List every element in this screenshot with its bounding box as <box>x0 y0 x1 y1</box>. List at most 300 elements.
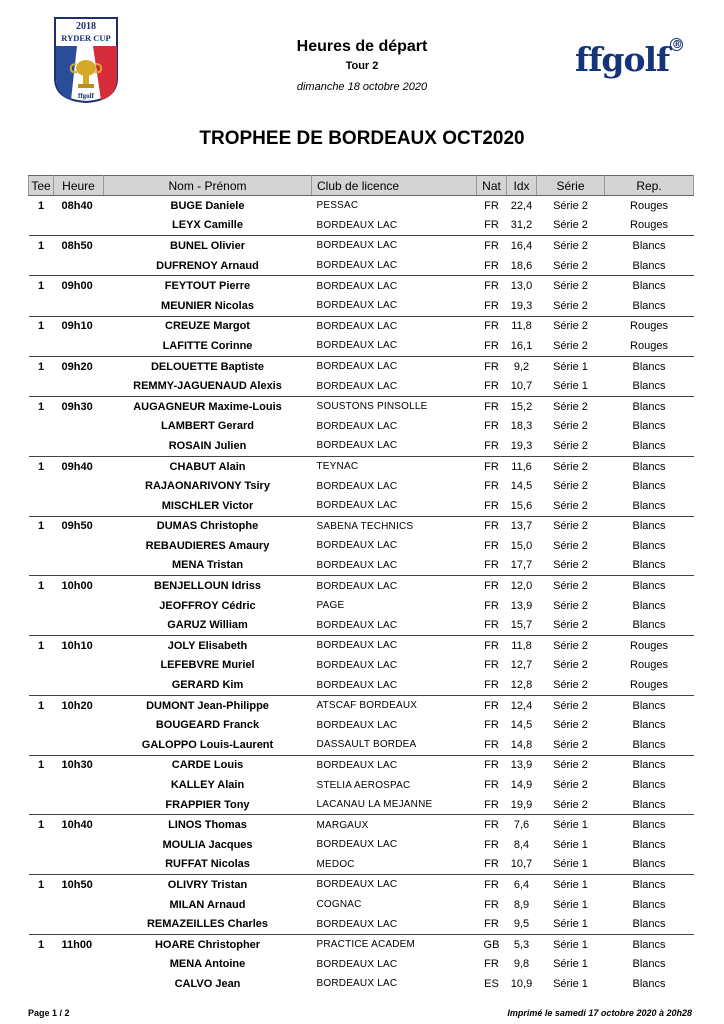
player-name: REMAZEILLES Charles <box>146 918 269 931</box>
tee-marker: Blancs <box>632 499 666 512</box>
player-name: DELOUETTE Baptiste <box>104 356 312 376</box>
tee-cell <box>29 336 54 356</box>
handicap-index: 13,0 <box>507 276 537 296</box>
nationality: FR <box>484 380 499 393</box>
series: Série 1 <box>553 958 588 971</box>
table-row <box>29 934 694 954</box>
time-cell: 10h30 <box>54 755 104 775</box>
col-header-nom: Nom - Prénom <box>104 176 312 196</box>
tee-cell <box>29 675 54 695</box>
nationality: FR <box>484 838 499 851</box>
player-name: AUGAGNEUR Maxime-Louis <box>104 396 312 416</box>
event-date: dimanche 18 octobre 2020 <box>296 81 428 93</box>
nationality: FR <box>477 276 507 296</box>
handicap-index: 5,3 <box>507 934 537 954</box>
table-row <box>29 396 694 416</box>
table-row <box>29 196 694 216</box>
tee-cell: 1 <box>29 276 54 296</box>
tee-marker: Blancs <box>632 259 666 272</box>
time-cell <box>54 596 104 616</box>
tee-cell <box>29 256 54 276</box>
player-name: LEYX Camille <box>172 219 243 232</box>
club-name: BORDEAUX LAC <box>316 500 398 512</box>
nationality: FR <box>484 439 499 452</box>
handicap-index: 10,7 <box>510 858 533 871</box>
nationality: FR <box>477 755 507 775</box>
time-cell: 10h50 <box>54 875 104 895</box>
player-name: OLIVRY Tristan <box>104 875 312 895</box>
nationality: FR <box>484 559 499 572</box>
time-cell <box>54 417 104 437</box>
tee-marker: Blancs <box>605 576 694 596</box>
series: Série 2 <box>553 679 588 692</box>
tee-marker: Blancs <box>632 898 666 911</box>
time-cell <box>54 675 104 695</box>
tee-marker: Blancs <box>632 719 666 732</box>
club-name: BORDEAUX LAC <box>316 340 398 352</box>
tee-cell <box>29 955 54 975</box>
time-cell <box>54 536 104 556</box>
player-name: FRAPPIER Tony <box>165 798 250 811</box>
player-name: LAFITTE Corinne <box>162 339 253 352</box>
tee-marker: Blancs <box>632 559 666 572</box>
tee-marker: Blancs <box>632 977 666 990</box>
handicap-index: 13,9 <box>507 755 537 775</box>
club-name: ATSCAF BORDEAUX <box>312 695 477 715</box>
handicap-index: 12,7 <box>510 659 533 672</box>
handicap-index: 16,4 <box>507 236 537 256</box>
col-header-rep: Rep. <box>605 176 694 196</box>
nationality: FR <box>477 815 507 835</box>
handicap-index: 14,5 <box>510 480 533 493</box>
tee-marker: Blancs <box>632 420 666 433</box>
player-name: BUNEL Olivier <box>104 236 312 256</box>
nationality: FR <box>484 798 499 811</box>
handicap-index: 9,8 <box>513 958 530 971</box>
tee-cell: 1 <box>29 456 54 476</box>
club-name: BORDEAUX LAC <box>316 440 398 452</box>
tee-marker: Blancs <box>605 516 694 536</box>
series: Série 2 <box>553 299 588 312</box>
page-title: Heures de départ <box>296 38 428 55</box>
club-name: BORDEAUX LAC <box>312 636 477 656</box>
tee-cell <box>29 596 54 616</box>
time-cell: 10h20 <box>54 695 104 715</box>
club-name: BORDEAUX LAC <box>312 276 477 296</box>
table-row <box>29 795 694 815</box>
tee-cell: 1 <box>29 875 54 895</box>
nationality: FR <box>477 456 507 476</box>
club-name: BORDEAUX LAC <box>316 480 398 492</box>
handicap-index: 10,9 <box>510 977 533 990</box>
player-name: FEYTOUT Pierre <box>104 276 312 296</box>
tee-marker: Blancs <box>632 798 666 811</box>
table-row <box>29 436 694 456</box>
nationality: FR <box>484 599 499 612</box>
club-name: BORDEAUX LAC <box>312 356 477 376</box>
time-cell <box>54 256 104 276</box>
time-cell <box>54 715 104 735</box>
club-name: BORDEAUX LAC <box>316 619 398 631</box>
player-name: DUFRENOY Arnaud <box>156 259 259 272</box>
club-name: BORDEAUX LAC <box>312 755 477 775</box>
tee-marker: Blancs <box>632 738 666 751</box>
player-name: CHABUT Alain <box>104 456 312 476</box>
club-name: LACANAU LA MEJANNE <box>316 799 433 811</box>
club-name: BORDEAUX LAC <box>316 540 398 552</box>
handicap-index: 22,4 <box>507 196 537 216</box>
tee-marker: Rouges <box>605 196 694 216</box>
player-name: RAJAONARIVONY Tsiry <box>145 480 270 493</box>
club-name: PAGE <box>316 600 345 612</box>
club-name: PRACTICE ACADEM <box>312 934 477 954</box>
tee-cell: 1 <box>29 755 54 775</box>
series: Série 2 <box>537 396 605 416</box>
player-name: GALOPPO Louis-Laurent <box>141 738 274 751</box>
series: Série 2 <box>553 499 588 512</box>
handicap-index: 8,4 <box>513 838 530 851</box>
col-header-idx: Idx <box>507 176 537 196</box>
table-row <box>29 496 694 516</box>
tee-cell: 1 <box>29 316 54 336</box>
round-label: Tour 2 <box>345 60 379 72</box>
series: Série 2 <box>553 619 588 632</box>
handicap-index: 11,8 <box>507 636 537 656</box>
col-header-club: Club de licence <box>312 176 477 196</box>
table-row <box>29 216 694 236</box>
nationality: FR <box>484 858 499 871</box>
handicap-index: 19,3 <box>510 299 533 312</box>
series: Série 1 <box>537 356 605 376</box>
player-name: MILAN Arnaud <box>169 898 246 911</box>
table-row <box>29 376 694 396</box>
handicap-index: 14,5 <box>510 719 533 732</box>
club-name: MEDOC <box>316 858 355 870</box>
nationality: FR <box>484 679 499 692</box>
tee-cell: 1 <box>29 196 54 216</box>
handicap-index: 9,5 <box>513 918 530 931</box>
table-row <box>29 296 694 316</box>
table-row <box>29 835 694 855</box>
table-row <box>29 596 694 616</box>
club-name: BORDEAUX LAC <box>316 420 398 432</box>
table-row <box>29 815 694 835</box>
tee-marker: Blancs <box>632 599 666 612</box>
time-cell: 10h40 <box>54 815 104 835</box>
club-name: BORDEAUX LAC <box>316 958 398 970</box>
tee-cell <box>29 835 54 855</box>
club-name: BORDEAUX LAC <box>316 219 398 231</box>
logo-year: 2018 <box>76 21 96 32</box>
time-cell <box>54 436 104 456</box>
series: Série 2 <box>553 559 588 572</box>
handicap-index: 18,6 <box>510 259 533 272</box>
print-timestamp: Imprimé le samedi 17 octobre 2020 à 20h28 <box>507 1008 692 1018</box>
series: Série 2 <box>553 259 588 272</box>
series: Série 2 <box>553 719 588 732</box>
club-name: COGNAC <box>316 899 362 911</box>
time-cell <box>54 336 104 356</box>
tee-marker: Blancs <box>632 918 666 931</box>
tee-cell <box>29 556 54 576</box>
handicap-index: 15,0 <box>510 539 533 552</box>
handicap-index: 12,4 <box>507 695 537 715</box>
table-row <box>29 775 694 795</box>
club-name: BORDEAUX LAC <box>316 559 398 571</box>
player-name: DUMAS Christophe <box>104 516 312 536</box>
tee-cell <box>29 795 54 815</box>
table-row <box>29 755 694 775</box>
handicap-index: 18,3 <box>510 420 533 433</box>
nationality: FR <box>484 918 499 931</box>
tee-marker: Blancs <box>632 838 666 851</box>
competition-title: TROPHEE DE BORDEAUX OCT2020 <box>199 128 525 149</box>
tee-cell: 1 <box>29 934 54 954</box>
handicap-index: 14,8 <box>510 738 533 751</box>
time-cell <box>54 795 104 815</box>
club-name: BORDEAUX LAC <box>312 875 477 895</box>
time-cell: 09h50 <box>54 516 104 536</box>
nationality: FR <box>484 659 499 672</box>
tee-marker: Rouges <box>605 636 694 656</box>
handicap-index: 15,6 <box>510 499 533 512</box>
time-cell <box>54 476 104 496</box>
tee-cell: 1 <box>29 815 54 835</box>
nationality: ES <box>484 977 499 990</box>
table-row <box>29 974 694 994</box>
nationality: FR <box>484 738 499 751</box>
tee-marker: Blancs <box>605 875 694 895</box>
tee-cell <box>29 735 54 755</box>
club-name: BORDEAUX LAC <box>316 380 398 392</box>
club-name: BORDEAUX LAC <box>316 719 398 731</box>
club-name: TEYNAC <box>312 456 477 476</box>
player-name: HOARE Christopher <box>104 934 312 954</box>
tee-cell <box>29 496 54 516</box>
handicap-index: 11,8 <box>507 316 537 336</box>
nationality: FR <box>477 196 507 216</box>
nationality: FR <box>477 316 507 336</box>
series: Série 2 <box>537 276 605 296</box>
tee-marker: Blancs <box>605 695 694 715</box>
club-name: MARGAUX <box>312 815 477 835</box>
series: Série 2 <box>537 196 605 216</box>
tee-cell <box>29 615 54 635</box>
club-name: SABENA TECHNICS <box>312 516 477 536</box>
table-row <box>29 417 694 437</box>
player-name: LINOS Thomas <box>104 815 312 835</box>
table-row <box>29 895 694 915</box>
nationality: FR <box>484 299 499 312</box>
tee-cell <box>29 436 54 456</box>
handicap-index: 8,9 <box>513 898 530 911</box>
time-cell: 11h00 <box>54 934 104 954</box>
time-cell <box>54 216 104 236</box>
player-name: JOLY Elisabeth <box>104 636 312 656</box>
nationality: FR <box>484 619 499 632</box>
club-name: PESSAC <box>312 196 477 216</box>
table-row <box>29 636 694 656</box>
handicap-index: 15,7 <box>510 619 533 632</box>
registered-icon: ® <box>671 38 682 51</box>
tee-marker: Blancs <box>605 356 694 376</box>
tee-marker: Blancs <box>632 480 666 493</box>
nationality: FR <box>484 779 499 792</box>
series: Série 2 <box>553 480 588 493</box>
table-row <box>29 735 694 755</box>
time-cell: 10h00 <box>54 576 104 596</box>
tee-cell: 1 <box>29 576 54 596</box>
time-cell <box>54 376 104 396</box>
table-row <box>29 316 694 336</box>
series: Série 1 <box>553 858 588 871</box>
col-header-serie: Série <box>537 176 605 196</box>
tee-cell <box>29 536 54 556</box>
nationality: FR <box>484 719 499 732</box>
club-name: BORDEAUX LAC <box>316 679 398 691</box>
tee-cell <box>29 715 54 735</box>
handicap-index: 17,7 <box>510 559 533 572</box>
nationality: FR <box>477 516 507 536</box>
table-row <box>29 336 694 356</box>
series: Série 1 <box>553 380 588 393</box>
player-name: DUMONT Jean-Philippe <box>104 695 312 715</box>
tee-cell: 1 <box>29 356 54 376</box>
table-row <box>29 695 694 715</box>
time-cell <box>54 914 104 934</box>
table-row <box>29 855 694 875</box>
series: Série 2 <box>537 236 605 256</box>
time-cell: 08h50 <box>54 236 104 256</box>
table-row <box>29 536 694 556</box>
series: Série 2 <box>537 516 605 536</box>
handicap-index: 10,7 <box>510 380 533 393</box>
series: Série 2 <box>553 539 588 552</box>
time-cell <box>54 735 104 755</box>
time-cell: 09h20 <box>54 356 104 376</box>
time-cell <box>54 895 104 915</box>
table-row <box>29 476 694 496</box>
tee-marker: Blancs <box>632 958 666 971</box>
nationality: FR <box>484 898 499 911</box>
nationality: FR <box>477 396 507 416</box>
time-cell <box>54 615 104 635</box>
club-name: BORDEAUX LAC <box>312 236 477 256</box>
tee-cell <box>29 855 54 875</box>
tee-cell <box>29 775 54 795</box>
nationality: FR <box>484 259 499 272</box>
club-name: BORDEAUX LAC <box>316 260 398 272</box>
tee-marker: Blancs <box>605 276 694 296</box>
tee-cell: 1 <box>29 396 54 416</box>
club-name: DASSAULT BORDEA <box>316 739 417 751</box>
handicap-index: 16,1 <box>510 339 533 352</box>
series: Série 2 <box>553 659 588 672</box>
tee-marker: Blancs <box>632 439 666 452</box>
tee-marker: Blancs <box>605 755 694 775</box>
player-name: LAMBERT Gerard <box>161 420 254 433</box>
time-cell: 09h10 <box>54 316 104 336</box>
table-row <box>29 556 694 576</box>
series: Série 2 <box>537 456 605 476</box>
tee-cell: 1 <box>29 516 54 536</box>
tee-cell <box>29 914 54 934</box>
time-cell <box>54 496 104 516</box>
club-name: BORDEAUX LAC <box>316 978 398 990</box>
table-row <box>29 256 694 276</box>
club-name: BORDEAUX LAC <box>312 316 477 336</box>
series: Série 2 <box>537 316 605 336</box>
series: Série 2 <box>553 439 588 452</box>
tee-cell: 1 <box>29 236 54 256</box>
club-name: SOUSTONS PINSOLLE <box>312 396 477 416</box>
tee-cell <box>29 417 54 437</box>
table-row <box>29 955 694 975</box>
player-name: CREUZE Margot <box>104 316 312 336</box>
col-header-nat: Nat <box>477 176 507 196</box>
handicap-index: 9,2 <box>507 356 537 376</box>
series: Série 2 <box>553 420 588 433</box>
nationality: FR <box>477 236 507 256</box>
ffgolf-logo-text: ffgolf <box>575 40 670 79</box>
col-header-tee: Tee <box>29 176 54 196</box>
tee-cell <box>29 974 54 994</box>
club-name: STELIA AEROSPAC <box>316 779 411 791</box>
series: Série 2 <box>553 599 588 612</box>
club-name: BORDEAUX LAC <box>316 918 398 930</box>
time-cell <box>54 656 104 676</box>
handicap-index: 13,9 <box>510 599 533 612</box>
table-row <box>29 656 694 676</box>
player-name: BUGE Daniele <box>104 196 312 216</box>
handicap-index: 19,9 <box>510 798 533 811</box>
table-body <box>29 196 694 994</box>
series: Série 2 <box>553 779 588 792</box>
table-row <box>29 675 694 695</box>
series: Série 2 <box>553 738 588 751</box>
series: Série 1 <box>537 875 605 895</box>
time-cell <box>54 955 104 975</box>
tee-cell <box>29 376 54 396</box>
tee-marker: Blancs <box>605 236 694 256</box>
player-name: MENA Antoine <box>169 958 246 971</box>
nationality: FR <box>484 339 499 352</box>
table-row <box>29 576 694 596</box>
handicap-index: 19,3 <box>510 439 533 452</box>
tee-marker: Blancs <box>605 396 694 416</box>
player-name: MEUNIER Nicolas <box>161 299 254 312</box>
time-cell: 09h00 <box>54 276 104 296</box>
time-cell: 08h40 <box>54 196 104 216</box>
player-name: BENJELLOUN Idriss <box>104 576 312 596</box>
series: Série 2 <box>537 755 605 775</box>
player-name: MISCHLER Victor <box>161 499 254 512</box>
club-name: BORDEAUX LAC <box>312 576 477 596</box>
tee-marker: Blancs <box>632 539 666 552</box>
nationality: FR <box>484 480 499 493</box>
tee-cell: 1 <box>29 695 54 715</box>
table-row <box>29 715 694 735</box>
handicap-index: 6,4 <box>507 875 537 895</box>
series: Série 2 <box>553 339 588 352</box>
time-cell <box>54 556 104 576</box>
time-cell <box>54 296 104 316</box>
time-cell: 09h40 <box>54 456 104 476</box>
tee-marker: Blancs <box>632 299 666 312</box>
series: Série 1 <box>537 934 605 954</box>
club-name: BORDEAUX LAC <box>316 659 398 671</box>
tee-marker: Blancs <box>605 815 694 835</box>
